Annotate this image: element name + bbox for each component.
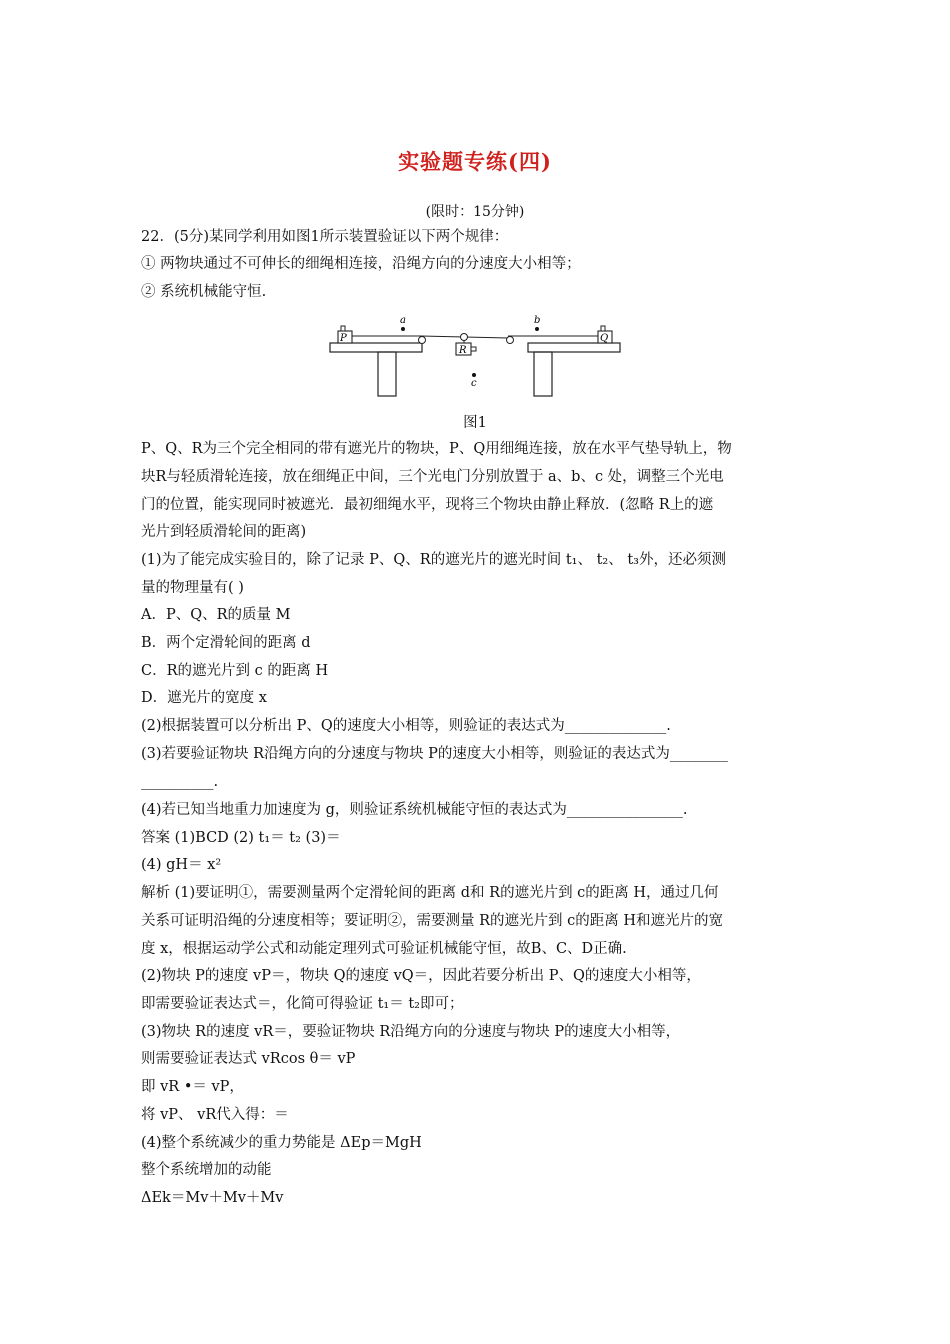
photogate-b <box>535 327 539 331</box>
light-pulley <box>461 334 468 341</box>
page-title: 实验题专练(四) <box>398 149 552 174</box>
analysis-line-11: 整个系统增加的动能 <box>141 1162 272 1178</box>
subquestion-3-line-1: (3)若要验证物块 R沿绳方向的分速度与物块 P的速度大小相等，则验证的表达式为________ <box>141 746 728 762</box>
law-one: ① 两物块通过不可伸长的细绳相连接，沿绳方向的分速度大小相等； <box>141 256 581 272</box>
answer-line-2: (4) gH＝ x² <box>141 857 222 873</box>
photogate-a <box>401 327 405 331</box>
analysis-line-7: 则需要验证表达式 vRcos θ＝ vP <box>141 1051 356 1067</box>
option-b: B．两个定滑轮间的距离 d <box>141 635 311 651</box>
analysis-line-3: 度 x，根据运动学公式和动能定理列式可验证机械能守恒，故B、C、D正确. <box>141 941 627 957</box>
law-two: ② 系统机械能守恒. <box>141 284 267 300</box>
analysis-line-5: 即需要验证表达式＝，化简可得验证 t₁＝ t₂即可； <box>141 996 464 1012</box>
description-line-2: 块R与轻质滑轮连接，放在细绳正中间，三个光电门分别放置于 a、b、c 处，调整三个光电 <box>141 469 724 485</box>
figure-caption: 图1 <box>463 415 487 431</box>
label-r: R <box>459 345 467 356</box>
photogate-c <box>472 373 476 377</box>
left-pulley <box>419 337 426 344</box>
analysis-line-4: (2)物块 P的速度 vP＝，物块 Q的速度 vQ＝，因此若要分析出 P、Q的速度大小相等， <box>141 968 701 984</box>
subquestion-2: (2)根据装置可以分析出 P、Q的速度大小相等，则验证的表达式为______________. <box>141 718 671 734</box>
analysis-line-8: 即 vR •＝ vP， <box>141 1079 244 1095</box>
analysis-line-9: 将 vP、 vR代入得：＝ <box>141 1107 289 1123</box>
label-a: a <box>400 315 406 326</box>
analysis-line-12: ΔEk＝Mv＋Mv＋Mv <box>141 1190 284 1206</box>
apparatus-figure <box>325 312 625 404</box>
subquestion-1-line-2: 量的物理量有( ) <box>141 580 244 596</box>
option-a: A．P、Q、R的质量 M <box>141 607 291 623</box>
apparatus-diagram <box>325 312 625 404</box>
block-q-shutter <box>601 326 605 331</box>
left-stand <box>378 352 396 396</box>
option-c: C．R的遮光片到 c 的距离 H <box>141 663 329 679</box>
subquestion-1-line-1: (1)为了能完成实验目的，除了记录 P、Q、R的遮光片的遮光时间 t₁、 t₂、 t₃外，还必须测 <box>141 552 726 568</box>
right-pulley <box>507 337 514 344</box>
block-r-shutter <box>471 347 476 351</box>
time-limit: (限时：15分钟) <box>425 204 525 220</box>
block-p-shutter <box>341 326 345 331</box>
label-c: c <box>471 378 477 389</box>
description-line-4: 光片到轻质滑轮间的距离) <box>141 524 307 540</box>
analysis-line-10: (4)整个系统减少的重力势能是 ΔEp＝MgH <box>141 1135 422 1151</box>
left-track <box>330 343 422 352</box>
option-d: D．遮光片的宽度 x <box>141 690 267 706</box>
question-intro: 22．(5分)某同学利用如图1所示装置验证以下两个规律： <box>141 229 509 245</box>
subquestion-4: (4)若已知当地重力加速度为 g，则验证系统机械能守恒的表达式为________________. <box>141 802 688 818</box>
label-q: Q <box>600 333 609 344</box>
analysis-line-6: (3)物块 R的速度 vR＝，要验证物块 R沿绳方向的分速度与物块 P的速度大小相等， <box>141 1024 681 1040</box>
answer-line-1: 答案 (1)BCD (2) t₁＝ t₂ (3)＝ <box>141 830 341 846</box>
description-line-3: 门的位置，能实现同时被遮光．最初细绳水平，现将三个物块由静止释放．(忽略 R上的遮 <box>141 497 714 513</box>
description-line-1: P、Q、R为三个完全相同的带有遮光片的物块，P、Q用细绳连接，放在水平气垫导轨上，物 <box>141 441 732 457</box>
label-p: P <box>340 333 347 344</box>
analysis-line-2: 关系可证明沿绳的分速度相等；要证明②，需要测量 R的遮光片到 c的距离 H和遮光片的宽 <box>141 913 724 929</box>
right-stand <box>534 352 552 396</box>
analysis-line-1: 解析 (1)要证明①，需要测量两个定滑轮间的距离 d和 R的遮光片到 c的距离 H，通过几何 <box>141 885 719 901</box>
subquestion-3-line-2: __________. <box>141 774 219 790</box>
right-track <box>528 343 620 352</box>
label-b: b <box>534 315 541 326</box>
